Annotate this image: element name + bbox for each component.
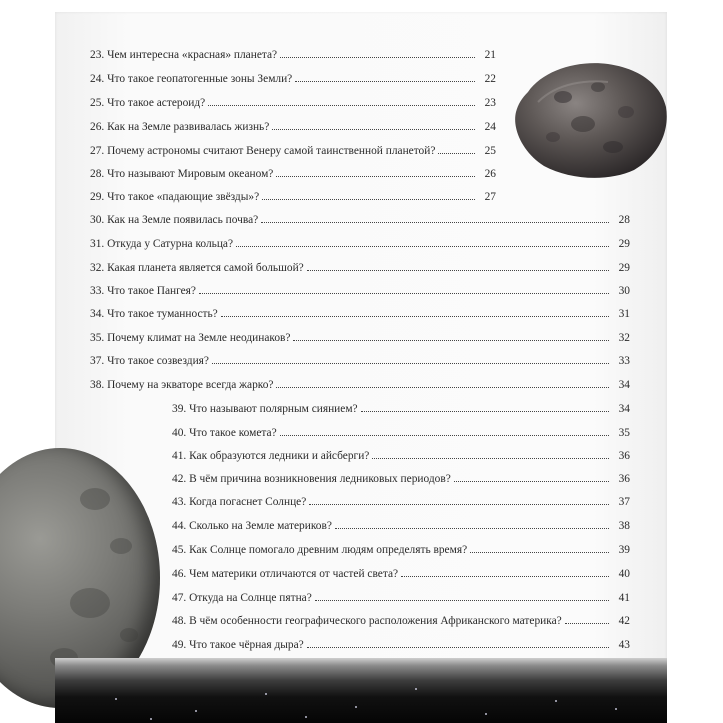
toc-entry-title: 35. Почему климат на Земле неодинаков?	[90, 332, 291, 344]
toc-entry-title: 29. Что такое «падающие звёзды»?	[90, 191, 260, 203]
toc-leader-dots	[272, 120, 475, 130]
toc-leader-dots	[262, 190, 475, 200]
toc-entry	[90, 283, 630, 299]
toc-entry-title: 38. Почему на экваторе всегда жарко?	[90, 379, 274, 391]
asteroid-illustration	[508, 52, 670, 184]
toc-entry-page: 42	[618, 615, 630, 627]
toc-entry-title: 45. Как Солнце помогало древним людям определять время?	[172, 544, 468, 556]
toc-leader-dots	[307, 638, 609, 648]
toc-entry	[172, 494, 630, 510]
toc-entry-page: 30	[618, 285, 630, 297]
toc-entry	[172, 613, 630, 629]
toc-leader-dots	[212, 354, 609, 364]
toc-leader-dots	[315, 591, 609, 601]
toc-entry-title: 47. Откуда на Солнце пятна?	[172, 592, 312, 604]
toc-entry-title: 34. Что такое туманность?	[90, 308, 218, 320]
toc-leader-dots	[470, 543, 609, 553]
toc-entry-page: 35	[618, 427, 630, 439]
toc-leader-dots	[276, 167, 475, 177]
toc-entry-title: 30. Как на Земле появилась почва?	[90, 214, 259, 226]
toc-entry-title: 23. Чем интересна «красная» планета?	[90, 49, 278, 61]
starfield-illustration	[55, 658, 667, 723]
toc-entry	[90, 166, 496, 182]
toc-entry	[172, 401, 630, 417]
toc-leader-dots	[280, 48, 475, 58]
toc-leader-dots	[261, 213, 609, 223]
toc-entry-title: 33. Что такое Пангея?	[90, 285, 196, 297]
toc-entry	[90, 71, 496, 87]
toc-entry	[172, 566, 630, 582]
toc-entry-page: 36	[618, 473, 630, 485]
toc-entry	[90, 353, 630, 369]
toc-leader-dots	[293, 331, 609, 341]
toc-leader-dots	[438, 144, 475, 154]
toc-entry-title: 49. Что такое чёрная дыра?	[172, 639, 304, 651]
toc-entry-page: 32	[618, 332, 630, 344]
toc-entry-title: 42. В чём причина возникновения ледниковых периодов?	[172, 473, 451, 485]
toc-leader-dots	[295, 72, 475, 82]
toc-entry-page: 27	[484, 191, 496, 203]
toc-leader-dots	[309, 495, 609, 505]
toc-entry-page: 29	[618, 238, 630, 250]
toc-entry	[90, 143, 496, 159]
toc-entry-page: 22	[484, 73, 496, 85]
toc-entry	[172, 425, 630, 441]
toc-leader-dots	[565, 614, 609, 624]
toc-entry-page: 39	[618, 544, 630, 556]
toc-entry-page: 36	[618, 450, 630, 462]
toc-entry-title: 37. Что такое созвездия?	[90, 355, 209, 367]
toc-entry-page: 41	[618, 592, 630, 604]
toc-leader-dots	[372, 449, 609, 459]
toc-entry-page: 38	[618, 520, 630, 532]
toc-entry-page: 29	[618, 262, 630, 274]
toc-entry-title: 46. Чем материки отличаются от частей света?	[172, 568, 399, 580]
toc-leader-dots	[276, 378, 609, 388]
toc-entry-page: 23	[484, 97, 496, 109]
toc-entry-title: 26. Как на Земле развивалась жизнь?	[90, 121, 270, 133]
toc-entry	[172, 590, 630, 606]
toc-leader-dots	[280, 426, 609, 436]
toc-entry-page: 34	[618, 379, 630, 391]
toc-entry-title: 27. Почему астрономы считают Венеру самой таинственной планетой?	[90, 145, 436, 157]
toc-entry	[90, 189, 496, 205]
toc-entry-title: 48. В чём особенности географического расположения Африканского материка?	[172, 615, 562, 627]
toc-leader-dots	[221, 307, 609, 317]
toc-entry-page: 34	[618, 403, 630, 415]
toc-entry	[172, 637, 630, 653]
toc-entry	[90, 306, 630, 322]
toc-entry	[172, 471, 630, 487]
toc-entry	[90, 377, 630, 393]
toc-entry-title: 24. Что такое геопатогенные зоны Земли?	[90, 73, 293, 85]
toc-entry-page: 43	[618, 639, 630, 651]
toc-entry	[90, 212, 630, 228]
toc-entry	[90, 236, 630, 252]
toc-entry-title: 28. Что называют Мировым океаном?	[90, 168, 274, 180]
toc-entry-page: 25	[484, 145, 496, 157]
toc-leader-dots	[208, 96, 475, 106]
toc-entry-page: 24	[484, 121, 496, 133]
toc-entry-page: 21	[484, 49, 496, 61]
toc-leader-dots	[307, 261, 609, 271]
toc-entry-title: 41. Как образуются ледники и айсберги?	[172, 450, 370, 462]
toc-entry-title: 43. Когда погаснет Солнце?	[172, 496, 307, 508]
toc-entry	[172, 518, 630, 534]
toc-leader-dots	[199, 284, 609, 294]
toc-entry-title: 25. Что такое астероид?	[90, 97, 206, 109]
toc-entry	[90, 95, 496, 111]
toc-entry-title: 40. Что такое комета?	[172, 427, 277, 439]
toc-leader-dots	[401, 567, 609, 577]
toc-entry-page: 33	[618, 355, 630, 367]
toc-leader-dots	[335, 519, 609, 529]
toc-entry-page: 31	[618, 308, 630, 320]
toc-entry-title: 32. Какая планета является самой большой?	[90, 262, 304, 274]
toc-entry	[172, 448, 630, 464]
toc-entry	[90, 330, 630, 346]
toc-entry-page: 37	[618, 496, 630, 508]
toc-entry	[90, 47, 496, 63]
toc-leader-dots	[361, 402, 609, 412]
toc-entry	[90, 119, 496, 135]
toc-entry-page: 40	[618, 568, 630, 580]
toc-leader-dots	[236, 237, 609, 247]
toc-entry-page: 26	[484, 168, 496, 180]
toc-entry-title: 39. Что называют полярным сиянием?	[172, 403, 358, 415]
toc-entry-page: 28	[618, 214, 630, 226]
toc-leader-dots	[454, 472, 609, 482]
toc-entry-title: 44. Сколько на Земле материков?	[172, 520, 332, 532]
toc-entry-title: 31. Откуда у Сатурна кольца?	[90, 238, 234, 250]
toc-entry	[90, 260, 630, 276]
toc-entry	[172, 542, 630, 558]
